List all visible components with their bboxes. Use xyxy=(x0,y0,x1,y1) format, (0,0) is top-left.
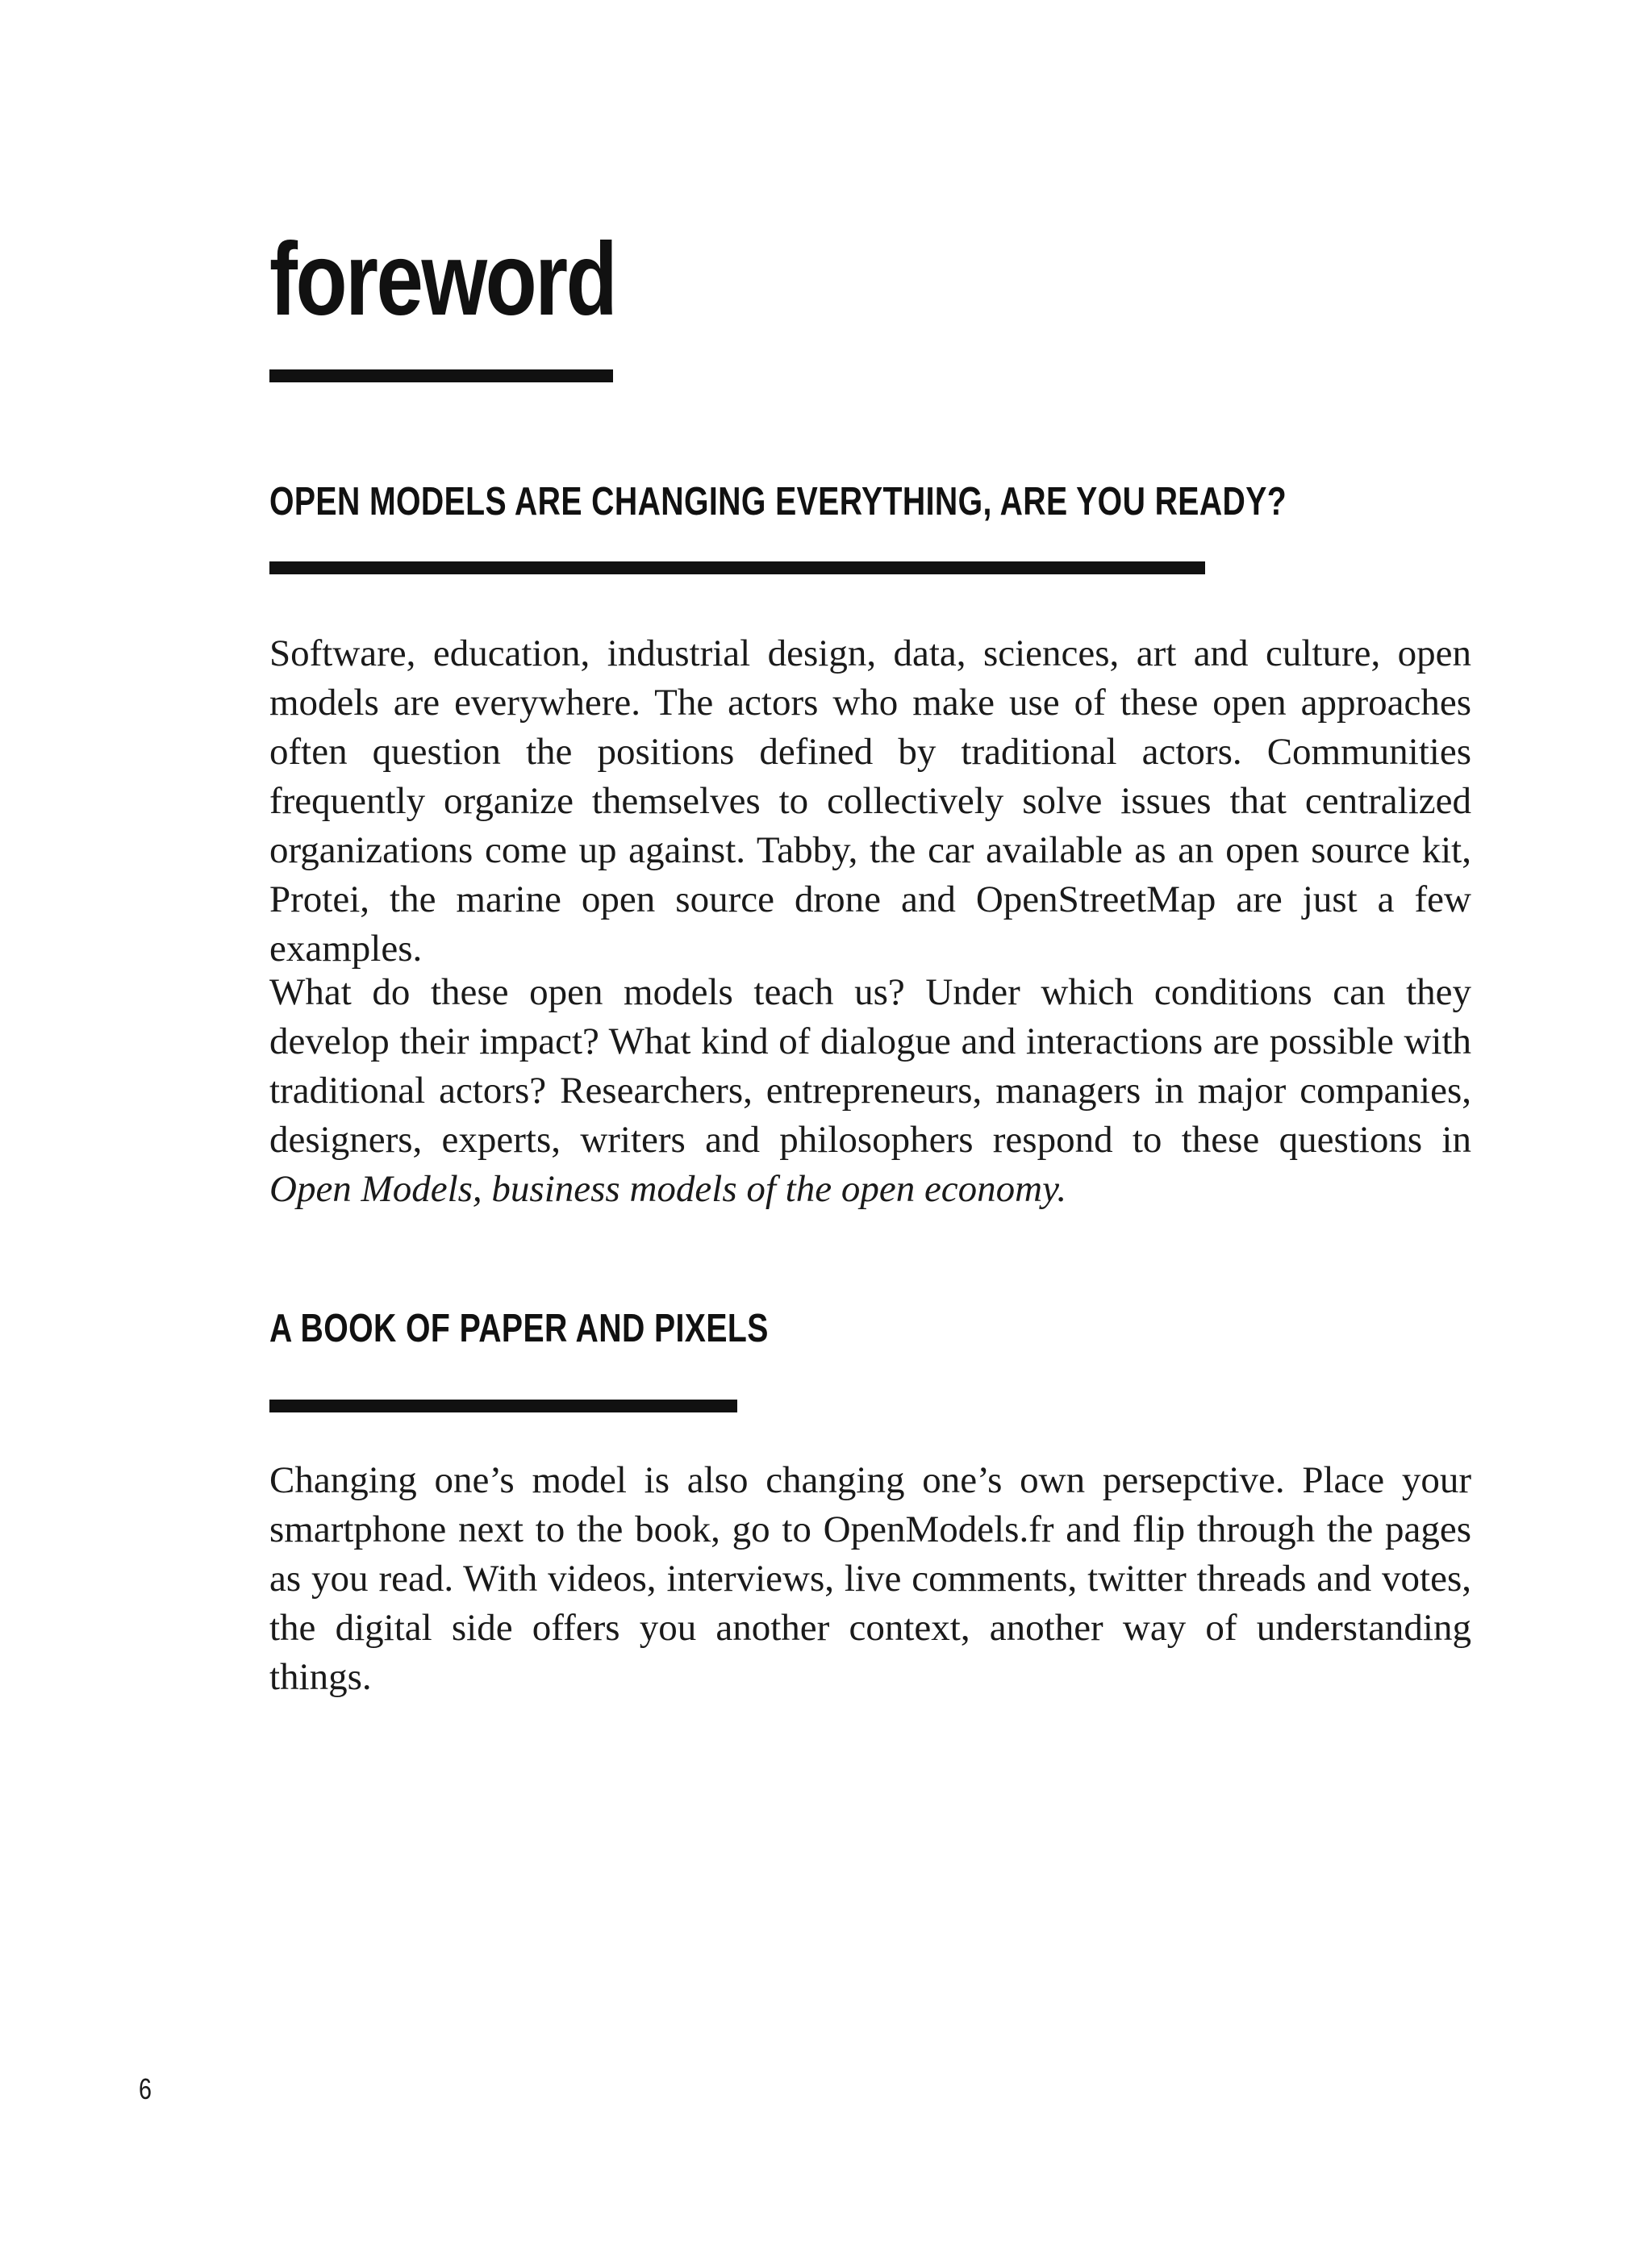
paragraph-open-models-questions xyxy=(269,968,1471,1214)
page-title: foreword xyxy=(269,222,616,337)
paragraph-paper-pixels: Changing one’s model is also changing one’s own persepctive. Place your smartphone next to the book, go to OpenModels.fr and flip through the pages as you read. With videos, interviews, live comments, twitter threads and votes, the digital side offers you another context, another way of understanding things. xyxy=(269,1459,1471,1698)
section-heading-open-models: OPEN MODELS ARE CHANGING EVERYTHING, ARE YOU READY? xyxy=(269,480,1287,524)
section-divider-open-models xyxy=(269,561,1205,574)
section-divider-paper-pixels xyxy=(269,1400,737,1412)
title-divider xyxy=(269,369,613,382)
page-number: 6 xyxy=(139,2072,152,2105)
paragraph-text: What do these open models teach us? Under which conditions can they develop their impact? What kind of dialogue and interactions are possible with traditional actors? Researchers, entrepreneurs, managers in major companies, designers, experts, writers and philosophers respond to these questions in xyxy=(269,971,1471,1161)
section-heading-paper-pixels: A BOOK OF PAPER AND PIXELS xyxy=(269,1307,769,1350)
book-title-emphasis: Open Models, business models of the open economy. xyxy=(269,1168,1067,1210)
paragraph-open-models-intro: Software, education, industrial design, data, sciences, art and culture, open models are everywhere. The actors who make use of these open approaches often question the positions defined by traditional actors. Communities frequently organize themselves to collectively solve issues that centralized organizations come up against. Tabby, the car available as an open source kit, Protei, the marine open source drone and OpenStreetMap are just a few examples. xyxy=(269,632,1471,970)
